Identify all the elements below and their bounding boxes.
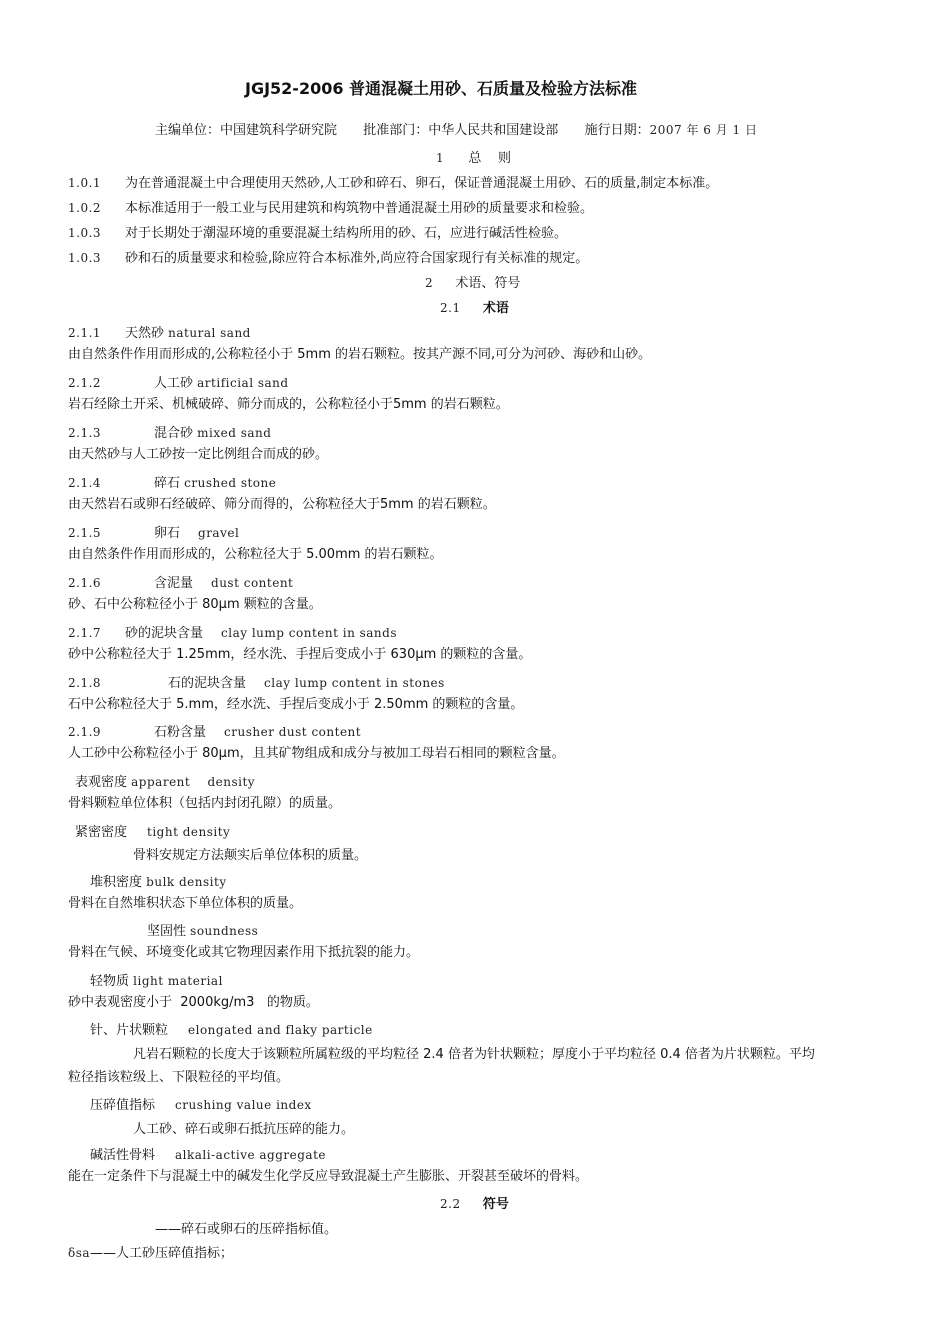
term-heading bbox=[90, 1146, 326, 1165]
term-definition-continued: 粒径指该粒级上、下限粒径的平均值。 bbox=[68, 1070, 290, 1085]
term-chinese: 人工砂 bbox=[154, 376, 194, 391]
clause-text: 为在普通混凝土中合理使用天然砂,人工砂和碎石、卵石，保证普通混凝土用砂、石的质量,制定本标准。 bbox=[125, 176, 719, 191]
term-definition: 由天然岩石或卵石经破碎、筛分而得的，公称粒径大于5mm 的岩石颗粒。 bbox=[68, 497, 496, 512]
term-english: gravel bbox=[198, 526, 240, 540]
term-english: crushed stone bbox=[184, 476, 277, 490]
term-definition: 凡岩石颗粒的长度大于该颗粒所属粒级的平均粒径 2.4 倍者为针状颗粒；厚度小于平均粒径 0.4 倍者为片状颗粒。平均 bbox=[133, 1047, 815, 1062]
term-heading bbox=[90, 1096, 312, 1115]
term-chinese: 卵石 bbox=[154, 526, 181, 541]
clause bbox=[68, 174, 718, 193]
term-chinese: 坚固性 bbox=[147, 924, 187, 939]
term-definition: 石中公称粒径大于 5.mm，经水洗、手捏后变成小于 2.50mm 的颗粒的含量。 bbox=[68, 697, 524, 712]
term-definition: 由自然条件作用而形成的，公称粒径大于 5.00mm 的岩石颗粒。 bbox=[68, 547, 443, 562]
effective-date-value: 2007 年 6 月 1 日 bbox=[649, 123, 758, 137]
term-heading bbox=[68, 674, 445, 693]
term-english: natural sand bbox=[168, 326, 251, 340]
document-title: JGJ52-2006 普通混凝土用砂、石质量及检验方法标准 bbox=[245, 79, 638, 98]
term-definition: 由自然条件作用而形成的,公称粒径小于 5mm 的岩石颗粒。按其产源不同,可分为河砂、海砂和山砂。 bbox=[68, 347, 652, 362]
term-heading bbox=[68, 723, 361, 742]
term-english: bulk density bbox=[146, 875, 227, 889]
clause-text: 对于长期处于潮湿环境的重要混凝土结构所用的砂、石，应进行碱活性检验。 bbox=[125, 226, 568, 241]
term-heading bbox=[75, 823, 230, 842]
term-number: 2.1.4 bbox=[68, 476, 102, 490]
term-english: tight density bbox=[147, 825, 231, 839]
term-heading bbox=[68, 324, 251, 343]
term-english: clay lump content in stones bbox=[264, 676, 445, 690]
term-chinese: 碎石 bbox=[154, 476, 181, 491]
subsection-2-1-heading bbox=[440, 299, 509, 318]
term-definition: 人工砂、碎石或卵石抵抗压碎的能力。 bbox=[133, 1122, 355, 1137]
clause bbox=[68, 249, 588, 268]
section-1-heading bbox=[436, 149, 511, 168]
term-number: 2.1.3 bbox=[68, 426, 102, 440]
term-number: 2.1.5 bbox=[68, 526, 102, 540]
clause-text: 砂和石的质量要求和检验,除应符合本标准外,尚应符合国家现行有关标准的规定。 bbox=[125, 251, 589, 266]
term-definition: 砂、石中公称粒径小于 80μm 颗粒的含量。 bbox=[68, 597, 322, 612]
clause bbox=[68, 199, 593, 218]
clause-number: 1.0.1 bbox=[68, 176, 102, 190]
clause bbox=[68, 224, 567, 243]
clause-number: 1.0.3 bbox=[68, 251, 102, 265]
subsection-number: 2.1 bbox=[440, 301, 461, 315]
term-chinese: 含泥量 bbox=[154, 576, 194, 591]
term-heading bbox=[90, 972, 223, 991]
term-definition: 骨料颗粒单位体积（包括内封闭孔隙）的质量。 bbox=[68, 796, 342, 811]
term-heading bbox=[147, 922, 258, 941]
clause-text: 本标准适用于一般工业与民用建筑和构筑物中普通混凝土用砂的质量要求和检验。 bbox=[125, 201, 594, 216]
term-english: alkali-active aggregate bbox=[175, 1148, 327, 1162]
term-chinese: 砂的泥块含量 bbox=[125, 626, 204, 641]
term-english: elongated and flaky particle bbox=[188, 1023, 373, 1037]
effective-date-label: 施行日期： bbox=[584, 123, 650, 138]
term-heading bbox=[68, 574, 293, 593]
symbol-definition bbox=[155, 1220, 337, 1239]
term-heading bbox=[68, 524, 239, 543]
term-definition: 人工砂中公称粒径小于 80μm，且其矿物组成和成分与被加工母岩石相同的颗粒含量。 bbox=[68, 746, 565, 761]
editor-unit: 主编单位：中国建筑科学研究院 bbox=[155, 123, 338, 138]
subsection-2-2-heading bbox=[440, 1195, 509, 1214]
clause-number: 1.0.2 bbox=[68, 201, 102, 215]
symbol: δsa bbox=[68, 1246, 91, 1260]
subsection-title: 术语 bbox=[482, 301, 509, 316]
term-number: 2.1.2 bbox=[68, 376, 102, 390]
term-number: 2.1.9 bbox=[68, 725, 102, 739]
term-english: clay lump content in sands bbox=[221, 626, 397, 640]
document-meta bbox=[155, 121, 758, 140]
term-chinese: 碱活性骨料 bbox=[90, 1148, 156, 1163]
section-2-heading bbox=[425, 274, 520, 293]
term-chinese: 天然砂 bbox=[125, 326, 165, 341]
term-number: 2.1.1 bbox=[68, 326, 102, 340]
subsection-title: 符号 bbox=[482, 1197, 509, 1212]
term-definition: 砂中公称粒径大于 1.25mm，经水洗、手捏后变成小于 630μm 的颗粒的含量。 bbox=[68, 647, 532, 662]
section-number: 2 bbox=[425, 276, 434, 290]
term-chinese: 堆积密度 bbox=[90, 875, 143, 890]
term-definition: 能在一定条件下与混凝土中的碱发生化学反应导致混凝土产生膨胀、开裂甚至破坏的骨料。 bbox=[68, 1169, 589, 1184]
term-chinese: 压碎值指标 bbox=[90, 1098, 156, 1113]
term-chinese: 针、片状颗粒 bbox=[90, 1023, 169, 1038]
term-heading bbox=[90, 1021, 373, 1040]
term-heading bbox=[68, 374, 289, 393]
term-definition: 骨料安规定方法颠实后单位体积的质量。 bbox=[133, 848, 368, 863]
subsection-number: 2.2 bbox=[440, 1197, 461, 1211]
section-title: 总 则 bbox=[468, 151, 511, 166]
symbol-text: ——碎石或卵石的压碎指标值。 bbox=[155, 1222, 338, 1237]
term-english: crushing value index bbox=[175, 1098, 312, 1112]
symbol-definition bbox=[68, 1244, 233, 1263]
term-number: 2.1.7 bbox=[68, 626, 102, 640]
term-chinese: 混合砂 bbox=[154, 426, 194, 441]
term-definition: 岩石经除土开采、机械破碎、筛分而成的，公称粒径小于5mm 的岩石颗粒。 bbox=[68, 397, 509, 412]
term-english: light material bbox=[133, 974, 223, 988]
approval-department: 批准部门：中华人民共和国建设部 bbox=[363, 123, 559, 138]
term-english: crusher dust content bbox=[224, 725, 362, 739]
term-heading bbox=[75, 773, 255, 792]
term-chinese: 石的泥块含量 bbox=[168, 676, 247, 691]
term-definition: 由天然砂与人工砂按一定比例组合而成的砂。 bbox=[68, 447, 329, 462]
term-chinese: 表观密度 bbox=[75, 775, 128, 790]
clause-number: 1.0.3 bbox=[68, 226, 102, 240]
term-definition: 骨料在气候、环境变化或其它物理因素作用下抵抗裂的能力。 bbox=[68, 945, 420, 960]
term-chinese: 石粉含量 bbox=[154, 725, 207, 740]
term-heading bbox=[90, 873, 227, 892]
term-heading bbox=[68, 424, 271, 443]
term-english: dust content bbox=[211, 576, 294, 590]
section-number: 1 bbox=[436, 151, 445, 165]
term-definition: 砂中表观密度小于 2000kg/m3 的物质。 bbox=[68, 995, 319, 1010]
term-chinese: 轻物质 bbox=[90, 974, 130, 989]
section-title: 术语、符号 bbox=[455, 276, 521, 291]
term-number: 2.1.6 bbox=[68, 576, 102, 590]
term-definition: 骨料在自然堆积状态下单位体积的质量。 bbox=[68, 896, 303, 911]
term-english: soundness bbox=[190, 924, 259, 938]
term-english: artificial sand bbox=[197, 376, 289, 390]
term-heading bbox=[68, 474, 276, 493]
symbol-text: ——人工砂压碎值指标； bbox=[90, 1246, 234, 1261]
term-heading bbox=[68, 624, 397, 643]
term-number: 2.1.8 bbox=[68, 676, 102, 690]
term-english: mixed sand bbox=[197, 426, 272, 440]
term-chinese: 紧密密度 bbox=[75, 825, 128, 840]
term-english: apparent density bbox=[131, 775, 256, 789]
